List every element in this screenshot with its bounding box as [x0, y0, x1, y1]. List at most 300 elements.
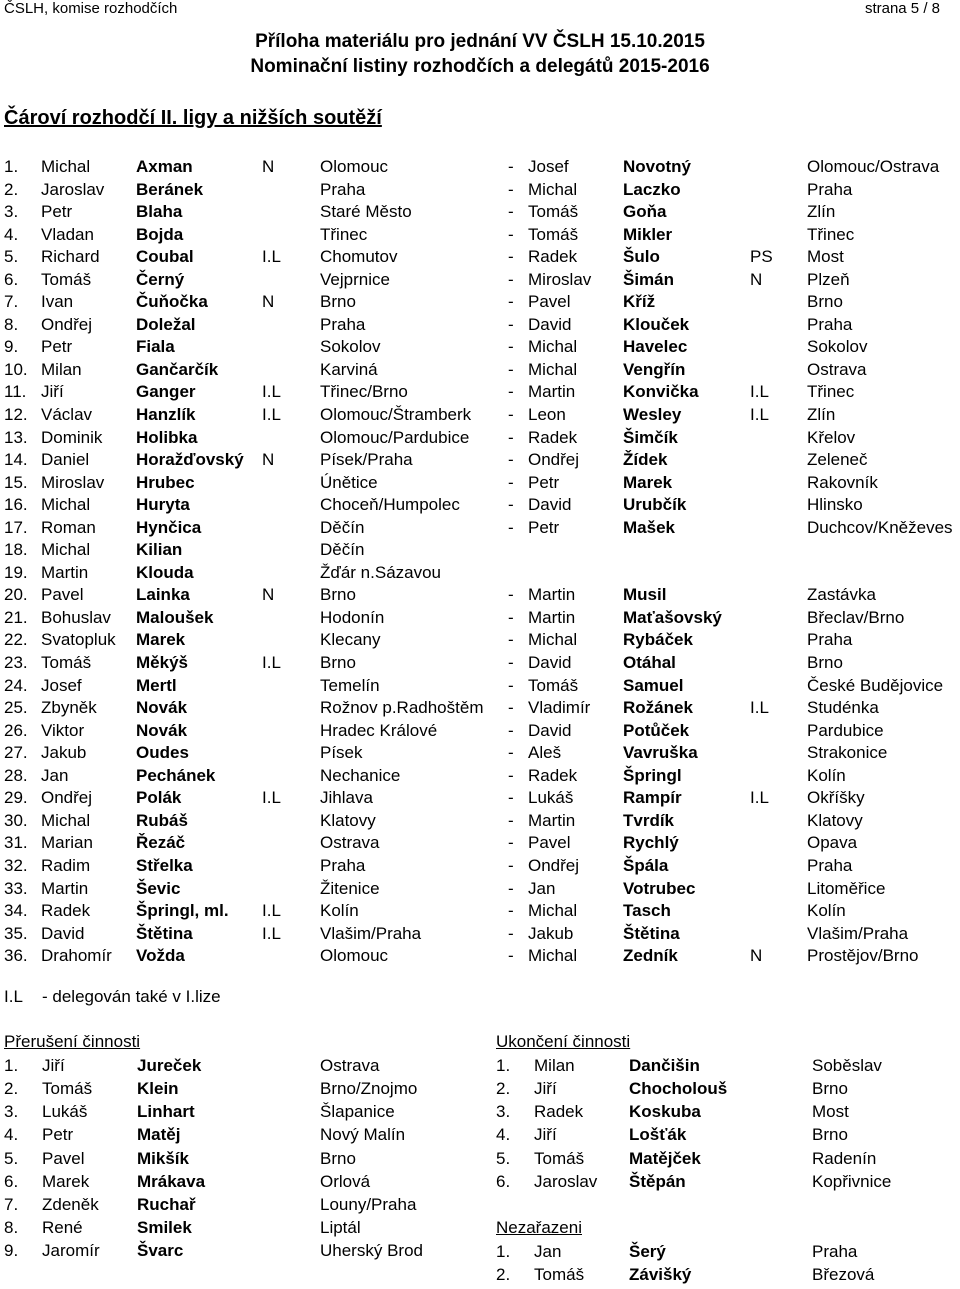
first-name: Ondřej — [41, 788, 93, 808]
partner-flag: N — [750, 269, 763, 289]
row-number: 13. — [4, 427, 28, 447]
list-item — [4, 1055, 474, 1078]
city: Třinec — [320, 224, 368, 244]
city: Brno — [320, 292, 356, 312]
first-name: Jaroslav — [41, 179, 105, 199]
partner-first-name: Michal — [528, 179, 578, 199]
list-item — [4, 1078, 474, 1101]
partner-first-name: Michal — [528, 630, 578, 650]
last-name: Rubáš — [136, 810, 188, 830]
city: Děčín — [320, 540, 365, 560]
item-number: 2. — [496, 1265, 511, 1285]
list-item — [496, 1078, 960, 1101]
separator: - — [508, 607, 514, 627]
separator: - — [508, 359, 514, 379]
last-name: Novák — [136, 720, 188, 740]
city: Orlová — [320, 1171, 371, 1191]
last-name: Ganger — [136, 382, 196, 402]
table-row — [0, 810, 960, 833]
last-name: Štěpán — [629, 1171, 686, 1191]
first-name: Drahomír — [41, 946, 112, 966]
city: Praha — [812, 1242, 858, 1261]
list-item — [496, 1241, 960, 1264]
partner-first-name: Michal — [528, 337, 578, 357]
first-name: Jiří — [42, 1056, 65, 1075]
partner-last-name: Zedník — [623, 946, 678, 966]
ended-title: Ukončení činnosti — [496, 1032, 631, 1051]
last-name: Maloušek — [136, 607, 214, 627]
legend-key: I.L — [4, 987, 23, 1006]
city: Olomouc/Štramberk — [320, 405, 472, 425]
city: Louny/Praha — [320, 1194, 417, 1214]
item-number: 4. — [496, 1125, 511, 1145]
last-name: Koskuba — [629, 1102, 701, 1122]
last-name: Hrubec — [136, 472, 195, 492]
city: Písek/Praha — [320, 450, 413, 470]
interrupted-title: Přerušení činnosti — [4, 1032, 141, 1051]
partner-first-name: David — [528, 314, 572, 334]
last-name: Chocholouš — [629, 1079, 728, 1099]
city: Třinec/Brno — [320, 382, 408, 402]
table-row — [0, 224, 960, 247]
partner-city: Okříšky — [807, 788, 865, 808]
city: Březová — [812, 1265, 875, 1285]
partner-last-name: Otáhal — [623, 653, 676, 673]
document-source: ČSLH, komise rozhodčích — [4, 0, 178, 17]
city: Most — [812, 1102, 849, 1122]
table-row — [0, 156, 960, 179]
first-name: Vladan — [41, 224, 94, 244]
first-name: Tomáš — [534, 1265, 585, 1285]
city: Vlašim/Praha — [320, 923, 422, 943]
last-name: Ruchař — [137, 1194, 196, 1214]
list-item — [496, 1055, 960, 1078]
partner-last-name: Votrubec — [623, 878, 696, 898]
partner-last-name: Mikler — [623, 224, 673, 244]
partner-city: Zeleneč — [807, 450, 868, 470]
separator: - — [508, 675, 514, 695]
city: Únětice — [320, 472, 378, 492]
first-name: Václav — [41, 405, 93, 425]
city: Chomutov — [320, 247, 398, 267]
partner-last-name: Mašek — [623, 517, 675, 537]
table-row — [0, 269, 960, 292]
partner-first-name: Martin — [528, 585, 576, 605]
partner-last-name: Musil — [623, 585, 667, 605]
city: Choceň/Humpolec — [320, 495, 460, 515]
last-name: Matějček — [629, 1148, 701, 1168]
item-number: 3. — [4, 1102, 19, 1122]
first-name: Dominik — [41, 427, 103, 447]
flag: N — [262, 157, 275, 176]
partner-city: Praha — [807, 630, 853, 650]
separator: - — [508, 157, 514, 176]
partner-city: Rakovník — [807, 472, 878, 492]
list-item — [496, 1264, 960, 1287]
document-title: Příloha materiálu pro jednání VV ČSLH 15.10.2015 — [255, 31, 705, 52]
table-row — [0, 584, 960, 607]
row-number: 22. — [4, 630, 28, 650]
table-row — [0, 291, 960, 314]
flag: I.L — [262, 247, 281, 267]
partner-city: Praha — [807, 179, 853, 199]
partner-last-name: Rampír — [623, 788, 682, 808]
flag: I.L — [262, 653, 281, 673]
separator: - — [508, 630, 514, 650]
partner-city: Zlín — [807, 405, 836, 425]
partner-city: Třinec — [807, 382, 855, 402]
first-name: Martin — [41, 878, 89, 898]
partner-city: Hlinsko — [807, 495, 863, 515]
last-name: Střelka — [136, 855, 193, 875]
partner-flag: I.L — [750, 698, 769, 718]
partner-first-name: Lukáš — [528, 788, 574, 808]
partner-first-name: Leon — [528, 405, 566, 425]
partner-first-name: Pavel — [528, 292, 571, 312]
last-name: Matěj — [137, 1125, 181, 1145]
partner-city: Vlašim/Praha — [807, 923, 909, 943]
row-number: 30. — [4, 810, 28, 830]
city: Žďár n.Sázavou — [320, 562, 442, 582]
table-row — [0, 900, 960, 923]
row-number: 16. — [4, 495, 28, 515]
partner-last-name: Potůček — [623, 720, 690, 740]
item-number: 1. — [496, 1056, 511, 1075]
city: Brno — [320, 1148, 356, 1168]
separator: - — [508, 450, 514, 470]
partner-last-name: Marek — [623, 472, 673, 492]
partner-last-name: Klouček — [623, 314, 690, 334]
last-name: Švarc — [137, 1241, 184, 1261]
partner-first-name: Michal — [528, 901, 578, 921]
table-row — [0, 539, 960, 562]
city: Žitenice — [320, 878, 380, 898]
partner-city: České Budějovice — [807, 675, 944, 695]
partner-city: Třinec — [807, 224, 855, 244]
first-name: Jaroslav — [534, 1171, 598, 1191]
table-row — [0, 720, 960, 743]
first-name: Jakub — [41, 743, 87, 763]
flag: N — [262, 585, 275, 605]
partner-first-name: Radek — [528, 247, 578, 267]
separator: - — [508, 224, 514, 244]
partner-last-name: Havelec — [623, 337, 688, 357]
city: Praha — [320, 855, 366, 875]
item-number: 2. — [496, 1079, 511, 1099]
last-name: Doležal — [136, 314, 196, 334]
list-item — [4, 1194, 474, 1217]
row-number: 25. — [4, 698, 28, 718]
first-name: Milan — [534, 1056, 575, 1075]
city: Sokolov — [320, 337, 381, 357]
row-number: 14. — [4, 450, 28, 470]
partner-city: Brno — [807, 292, 843, 312]
row-number: 28. — [4, 765, 28, 785]
row-number: 9. — [4, 337, 19, 357]
partner-first-name: David — [528, 495, 572, 515]
partner-last-name: Šimán — [623, 269, 675, 289]
last-name: Horažďovský — [136, 450, 244, 470]
table-row — [0, 832, 960, 855]
partner-last-name: Samuel — [623, 675, 684, 695]
row-number: 17. — [4, 517, 28, 537]
last-name: Dančišin — [629, 1056, 700, 1075]
row-number: 15. — [4, 472, 28, 492]
row-number: 24. — [4, 675, 28, 695]
separator: - — [508, 765, 514, 785]
partner-first-name: Tomáš — [528, 224, 579, 244]
partner-city: Zlín — [807, 202, 836, 222]
last-name: Huryta — [136, 495, 190, 515]
partner-first-name: Pavel — [528, 833, 571, 853]
first-name: Josef — [41, 675, 82, 695]
first-name: Miroslav — [41, 472, 105, 492]
first-name: Marek — [42, 1171, 90, 1191]
separator: - — [508, 314, 514, 334]
row-number: 34. — [4, 901, 28, 921]
item-number: 6. — [496, 1171, 511, 1191]
partner-first-name: Petr — [528, 472, 560, 492]
item-number: 9. — [4, 1241, 19, 1261]
partner-city: Zastávka — [807, 585, 876, 605]
separator: - — [508, 855, 514, 875]
first-name: Milan — [41, 359, 82, 379]
table-row — [0, 427, 960, 450]
last-name: Závišký — [629, 1265, 692, 1285]
table-row — [0, 765, 960, 788]
separator: - — [508, 653, 514, 673]
city: Hodonín — [320, 607, 385, 627]
row-number: 11. — [4, 382, 27, 402]
city: Ostrava — [320, 833, 380, 853]
city: Šlapanice — [320, 1102, 395, 1122]
partner-last-name: Rychlý — [623, 833, 679, 853]
list-item — [4, 1101, 474, 1124]
partner-last-name: Rybáček — [623, 630, 693, 650]
first-name: Ivan — [41, 292, 74, 312]
partner-city: Břeclav/Brno — [807, 607, 905, 627]
flag: I.L — [262, 382, 281, 402]
city: Brno — [320, 653, 356, 673]
partner-city: Pardubice — [807, 720, 884, 740]
separator: - — [508, 901, 514, 921]
table-row — [0, 404, 960, 427]
last-name: Coubal — [136, 247, 194, 267]
last-name: Beránek — [136, 179, 204, 199]
partner-first-name: Tomáš — [528, 202, 579, 222]
city: Praha — [320, 314, 366, 334]
partner-city: Ostrava — [807, 359, 867, 379]
item-number: 3. — [496, 1102, 511, 1122]
last-name: Holibka — [136, 427, 198, 447]
table-row — [0, 855, 960, 878]
first-name: Lukáš — [42, 1102, 88, 1122]
table-row — [0, 201, 960, 224]
first-name: Jiří — [41, 382, 64, 402]
table-row — [0, 629, 960, 652]
city: Vejprnice — [320, 269, 390, 289]
first-name: René — [42, 1217, 83, 1237]
first-name: Michal — [41, 157, 91, 176]
row-number: 29. — [4, 788, 28, 808]
city: Brno/Znojmo — [320, 1079, 418, 1099]
city: Brno — [812, 1079, 848, 1099]
separator: - — [508, 247, 514, 267]
table-row — [0, 314, 960, 337]
partner-last-name: Špála — [623, 855, 669, 875]
flag: N — [262, 292, 275, 312]
separator: - — [508, 585, 514, 605]
last-name: Oudes — [136, 743, 189, 763]
city: Liptál — [320, 1217, 361, 1237]
partner-last-name: Rožánek — [623, 698, 693, 718]
first-name: Richard — [41, 247, 100, 267]
first-name: Bohuslav — [41, 607, 111, 627]
last-name: Klouda — [136, 562, 194, 582]
first-name: Michal — [41, 495, 91, 515]
city: Kopřivnice — [812, 1171, 892, 1191]
first-name: Jaromír — [42, 1241, 100, 1261]
city: Ostrava — [320, 1056, 380, 1075]
last-name: Mrákava — [137, 1171, 206, 1191]
first-name: Petr — [42, 1125, 74, 1145]
flag: I.L — [262, 901, 281, 921]
item-number: 6. — [4, 1171, 19, 1191]
partner-first-name: Martin — [528, 382, 576, 402]
city: Olomouc — [320, 157, 389, 176]
partner-city: Kolín — [807, 765, 846, 785]
first-name: Jan — [534, 1242, 562, 1261]
first-name: Ondřej — [41, 314, 93, 334]
row-number: 12. — [4, 405, 28, 425]
table-row — [0, 179, 960, 202]
city: Staré Město — [320, 202, 412, 222]
city: Klecany — [320, 630, 381, 650]
first-name: David — [41, 923, 85, 943]
partner-first-name: Aleš — [528, 743, 562, 763]
separator: - — [508, 337, 514, 357]
partner-last-name: Vengřín — [623, 359, 686, 379]
partner-first-name: Ondřej — [528, 855, 580, 875]
row-number: 10. — [4, 359, 28, 379]
last-name: Černý — [136, 269, 185, 289]
separator: - — [508, 517, 514, 537]
last-name: Kilian — [136, 540, 183, 560]
partner-last-name: Novotný — [623, 157, 691, 176]
last-name: Špringl, ml. — [136, 901, 229, 921]
last-name: Blaha — [136, 202, 183, 222]
last-name: Ševic — [136, 878, 181, 898]
row-number: 19. — [4, 562, 28, 582]
last-name: Čuňočka — [136, 292, 208, 312]
first-name: Tomáš — [41, 269, 92, 289]
first-name: Pavel — [41, 585, 84, 605]
partner-first-name: David — [528, 653, 572, 673]
city: Jihlava — [320, 788, 373, 808]
row-number: 2. — [4, 179, 19, 199]
city: Temelín — [320, 675, 380, 695]
table-row — [0, 472, 960, 495]
list-item — [4, 1240, 474, 1263]
separator: - — [508, 405, 514, 425]
unassigned-list — [496, 1241, 960, 1287]
first-name: Martin — [41, 562, 89, 582]
row-number: 8. — [4, 314, 19, 334]
last-name: Linhart — [137, 1102, 195, 1122]
partner-city: Litoměřice — [807, 878, 886, 898]
partner-flag: PS — [750, 247, 773, 267]
first-name: Tomáš — [41, 653, 92, 673]
first-name: Svatopluk — [41, 630, 116, 650]
last-name: Mikšík — [137, 1148, 189, 1168]
row-number: 3. — [4, 202, 19, 222]
last-name: Lošťák — [629, 1125, 687, 1145]
partner-city: Křelov — [807, 427, 856, 447]
first-name: Jiří — [534, 1125, 557, 1145]
partner-first-name: Radek — [528, 765, 578, 785]
row-number: 5. — [4, 247, 19, 267]
referee-pairs-table — [0, 156, 960, 968]
first-name: Radek — [41, 901, 91, 921]
first-name: Jiří — [534, 1079, 557, 1099]
partner-flag: N — [750, 946, 763, 966]
partner-first-name: Josef — [528, 157, 569, 176]
last-name: Axman — [136, 157, 193, 176]
partner-first-name: Michal — [528, 946, 578, 966]
last-name: Bojda — [136, 224, 184, 244]
table-row — [0, 449, 960, 472]
table-row — [0, 494, 960, 517]
city: Karviná — [320, 359, 378, 379]
last-name: Novák — [136, 698, 188, 718]
partner-last-name: Šulo — [623, 247, 660, 267]
flag: I.L — [262, 405, 281, 425]
table-row — [0, 246, 960, 269]
partner-last-name: Šimčík — [623, 427, 678, 447]
city: Brno — [320, 585, 356, 605]
table-row — [0, 359, 960, 382]
row-number: 6. — [4, 269, 19, 289]
interrupted-list — [4, 1055, 474, 1263]
list-item — [4, 1171, 474, 1194]
last-name: Řezáč — [136, 833, 186, 853]
list-item — [496, 1101, 960, 1124]
partner-city: Praha — [807, 314, 853, 334]
partner-last-name: Tasch — [623, 901, 671, 921]
first-name: Daniel — [41, 450, 90, 470]
item-number: 8. — [4, 1217, 19, 1237]
partner-city: Kolín — [807, 901, 846, 921]
city: Nechanice — [320, 765, 401, 785]
last-name: Hynčica — [136, 517, 202, 537]
list-item — [496, 1171, 960, 1194]
partner-last-name: Wesley — [623, 405, 682, 425]
separator: - — [508, 720, 514, 740]
section-title: Čároví rozhodčí II. ligy a nižších soutěží — [4, 107, 382, 129]
city: Uherský Brod — [320, 1241, 423, 1261]
row-number: 35. — [4, 923, 28, 943]
first-name: Radek — [534, 1102, 584, 1122]
row-number: 4. — [4, 224, 19, 244]
city: Písek — [320, 743, 363, 763]
partner-last-name: Laczko — [623, 179, 681, 199]
item-number: 5. — [496, 1148, 511, 1168]
first-name: Michal — [41, 810, 91, 830]
separator: - — [508, 382, 514, 402]
partner-last-name: Kříž — [623, 292, 656, 312]
row-number: 20. — [4, 585, 28, 605]
partner-last-name: Špringl — [623, 765, 682, 785]
